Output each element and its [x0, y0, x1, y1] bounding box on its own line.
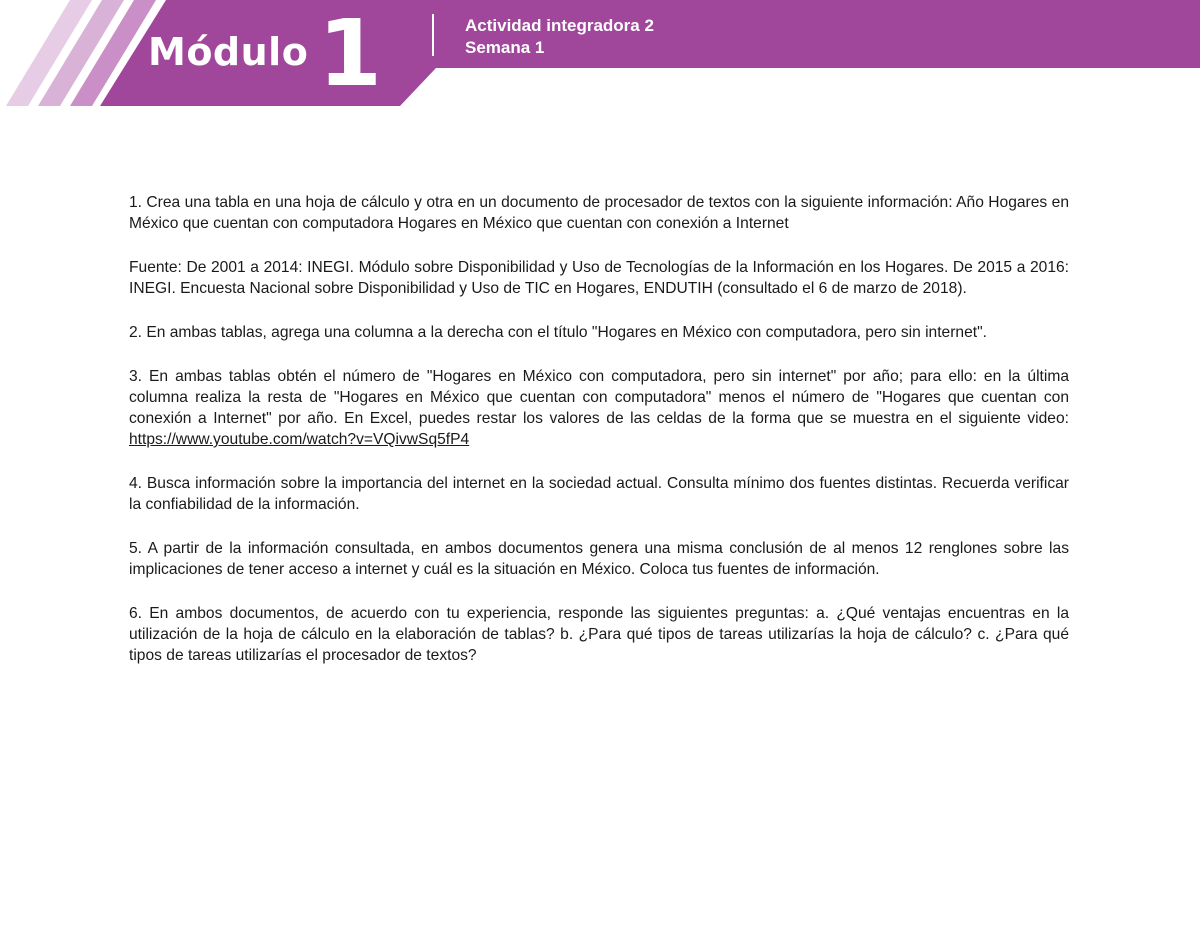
video-link[interactable]: https://www.youtube.com/watch?v=VQivwSq5fP4 — [129, 431, 470, 448]
instruction-2: 2. En ambas tablas, agrega una columna a la derecha con el título "Hogares en México con computadora, pero sin internet". — [129, 324, 987, 341]
instruction-3-text: 3. En ambas tablas obtén el número de "Hogares en México con computadora, pero sin internet" por año; para ello: en la última columna realiza la resta de "Hogares en México que cuentan con computadora" menos el número de "Hogares que cuentan con conexión a Internet" por año. En Excel, puedes restar los valores de las celdas de la forma que se muestra en el siguiente video: — [129, 368, 1069, 427]
instruction-6: 6. En ambos documentos, de acuerdo con tu experiencia, responde las siguientes preguntas: a. ¿Qué ventajas encuentras en la utilización de la hoja de cálculo en la elaboración de tablas? b. ¿Para qué tipos de tareas utilizarías la hoja de cálculo? c. ¿Para qué tipos de tareas utilizarías el procesador de textos? — [129, 605, 1069, 664]
activity-title: Actividad integradora 2 — [465, 16, 654, 35]
instructions-body — [129, 192, 1069, 689]
module-label: Módulo — [148, 30, 309, 74]
module-number: 1 — [318, 0, 383, 107]
instruction-5: 5. A partir de la información consultada, en ambos documentos genera una misma conclusión de al menos 12 renglones sobre las implicaciones de tener acceso a internet y cuál es la situación en México. Coloca tus fuentes de información. — [129, 540, 1069, 578]
instruction-3 — [129, 366, 1069, 450]
header-divider — [432, 14, 434, 56]
instruction-4: 4. Busca información sobre la importancia del internet en la sociedad actual. Consulta mínimo dos fuentes distintas. Recuerda verificar la confiabilidad de la información. — [129, 475, 1069, 513]
activity-week: Semana 1 — [465, 38, 545, 57]
instruction-1: 1. Crea una tabla en una hoja de cálculo y otra en un documento de procesador de textos con la siguiente información: Año Hogares en México que cuentan con computadora Hogares en México que cuentan con conexión a Internet — [129, 194, 1069, 232]
instruction-source: Fuente: De 2001 a 2014: INEGI. Módulo sobre Disponibilidad y Uso de Tecnologías de la Información en los Hogares. De 2015 a 2016: INEGI. Encuesta Nacional sobre Disponibilidad y Uso de TIC en Hogares, ENDUTIH (consultado el 6 de marzo de 2018). — [129, 259, 1069, 297]
module-header — [0, 0, 1200, 110]
